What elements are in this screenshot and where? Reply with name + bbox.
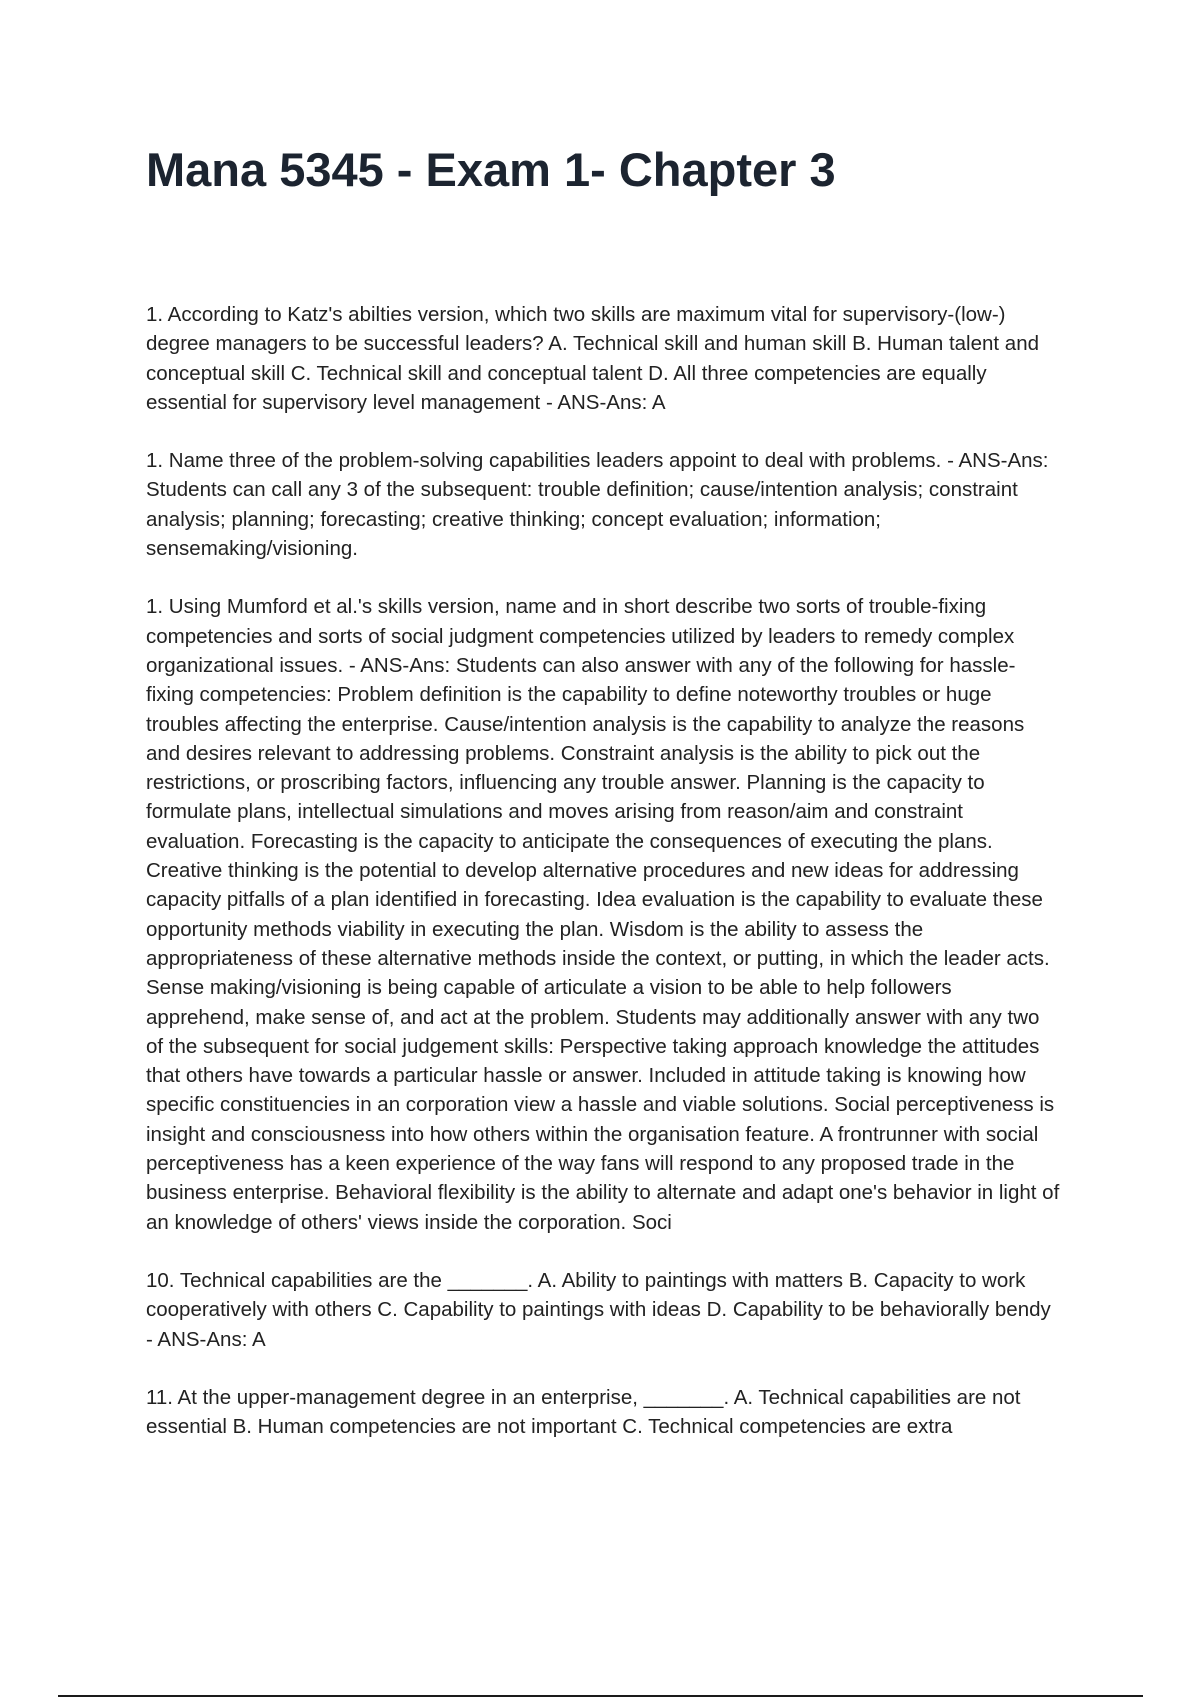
page-divider xyxy=(58,1695,1143,1697)
question-item: 1. Name three of the problem-solving capabilities leaders appoint to deal with problems. - ANS-Ans: Students can call any 3 of the subsequent: trouble definition; cause/intention analysis; constraint analysis; planning; forecasting; creative thinking; concept evaluation; information; sensemaking/visioning. xyxy=(146,449,1049,561)
question-list xyxy=(146,300,1061,1470)
question-item: 1. Using Mumford et al.'s skills version, name and in short describe two sorts of trouble-fixing competencies and sorts of social judgment competencies utilized by leaders to remedy complex organizational issues. - ANS-Ans: Students can also answer with any of the following for hassle-fixing competencies: Problem definition is the capability to define noteworthy troubles or huge troubles affecting the enterprise. Cause/intention analysis is the capability to analyze the reasons and desires relevant to addressing problems. Constraint analysis is the ability to pick out the restrictions, or proscribing factors, influencing any trouble answer. Planning is the capacity to formulate plans, intellectual simulations and moves arising from reason/aim and constraint evaluation. Forecasting is the capacity to anticipate the consequences of executing the plans. Creative thinking is the potential to develop alternative procedures and new ideas for addressing capacity pitfalls of a plan identified in forecasting. Idea evaluation is the capability to evaluate these opportunity methods viability in executing the plan. Wisdom is the ability to assess the appropriateness of these alternative methods inside the context, or putting, in which the leader acts. Sense making/visioning is being capable of articulate a vision to be able to help followers apprehend, make sense of, and act at the problem. Students may additionally answer with any two of the subsequent for social judgement skills: Perspective taking approach knowledge the attitudes that others have towards a particular hassle or answer. Included in attitude taking is knowing how specific constituencies in an corporation view a hassle and viable solutions. Social perceptiveness is insight and consciousness into how others within the organisation feature. A frontrunner with social perceptiveness has a keen experience of the way fans will respond to any proposed trade in the business enterprise. Behavioral flexibility is the ability to alternate and adapt one's behavior in light of an knowledge of others' views inside the corporation. Soci xyxy=(146,595,1060,1234)
question-item: 10. Technical capabilities are the _______. A. Ability to paintings with matters B. Capacity to work cooperatively with others C. Capability to paintings with ideas D. Capability to be behaviorally bendy - ANS-Ans: A xyxy=(146,1268,1051,1351)
question-item: 11. At the upper-management degree in an enterprise, _______. A. Technical capabilities are not essential B. Human competencies are not important C. Technical competencies are extra xyxy=(146,1385,1021,1439)
page-title: Mana 5345 - Exam 1- Chapter 3 xyxy=(146,143,836,196)
question-item: 1. According to Katz's abilties version, which two skills are maximum vital for supervisory-(low-) degree managers to be successful leaders? A. Technical skill and human skill B. Human talent and conceptual skill C. Technical skill and conceptual talent D. All three competencies are equally essential for supervisory level management - ANS-Ans: A xyxy=(146,303,1040,414)
